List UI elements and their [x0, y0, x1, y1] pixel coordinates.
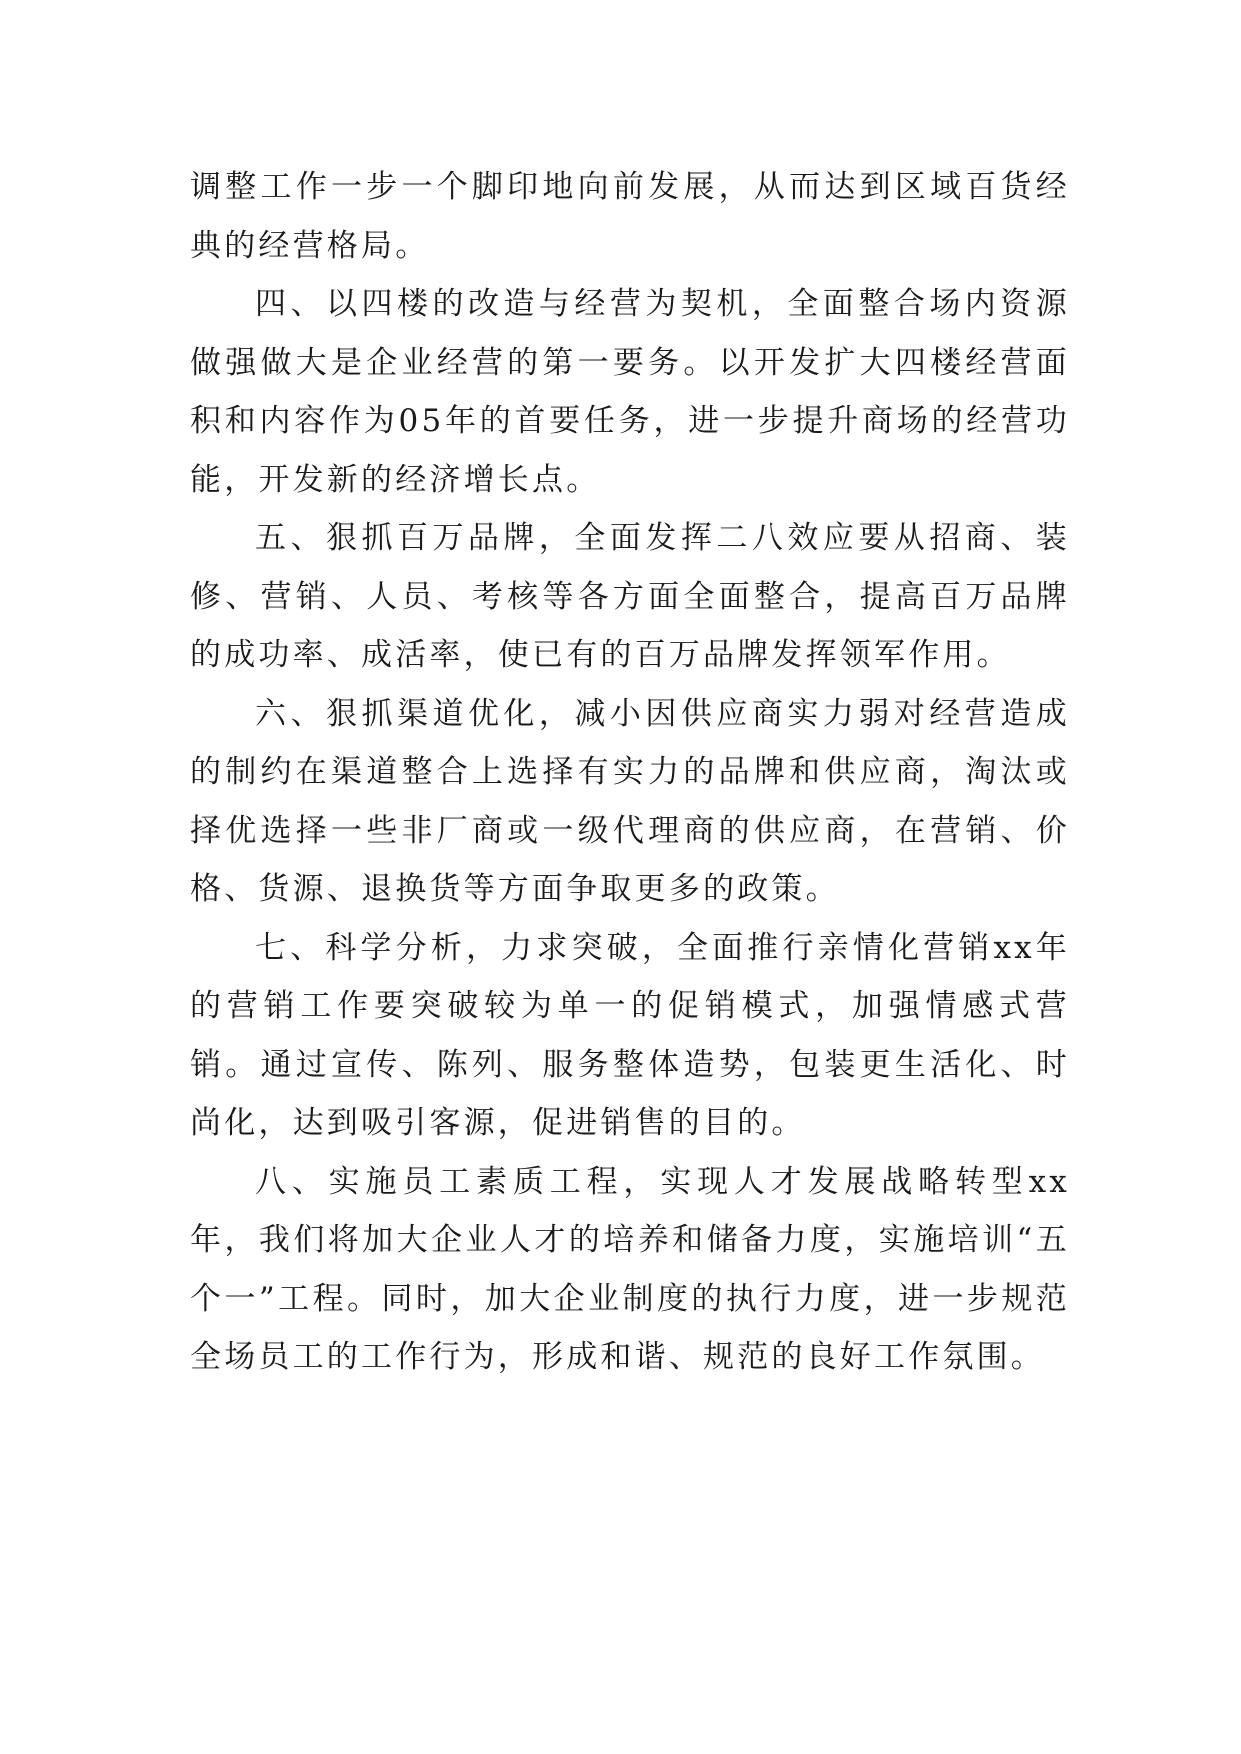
- paragraph-4: 六、狠抓渠道优化，减小因供应商实力弱对经营造成的制约在渠道整合上选择有实力的品牌和供应商，淘汰或择优选择一些非厂商或一级代理商的供应商，在营销、价格、货源、退换货等方面争取更多的政策。: [190, 695, 1070, 907]
- paragraph-6: 八、实施员工素质工程，实现人才发展战略转型xx年，我们将加大企业人才的培养和储备力度，实施培训“五个一”工程。同时，加大企业制度的执行力度，进一步规范全场员工的工作行为，形成和谐、规范的良好工作氛围。: [190, 1163, 1070, 1375]
- paragraph-3: 五、狠抓百万品牌，全面发挥二八效应要从招商、装修、营销、人员、考核等各方面全面整合，提高百万品牌的成功率、成活率，使已有的百万品牌发挥领军作用。: [190, 520, 1070, 673]
- paragraph-2: 四、以四楼的改造与经营为契机，全面整合场内资源做强做大是企业经营的第一要务。以开发扩大四楼经营面积和内容作为05年的首要任务，进一步提升商场的经营功能，开发新的经济增长点。: [190, 286, 1070, 498]
- paragraph-1: 调整工作一步一个脚印地向前发展，从而达到区域百货经典的经营格局。: [190, 169, 1070, 264]
- paragraph-5: 七、科学分析，力求突破，全面推行亲情化营销xx年的营销工作要突破较为单一的促销模式，加强情感式营销。通过宣传、陈列、服务整体造势，包装更生活化、时尚化，达到吸引客源，促进销售的目的。: [190, 929, 1070, 1141]
- document-body: [190, 158, 1070, 1387]
